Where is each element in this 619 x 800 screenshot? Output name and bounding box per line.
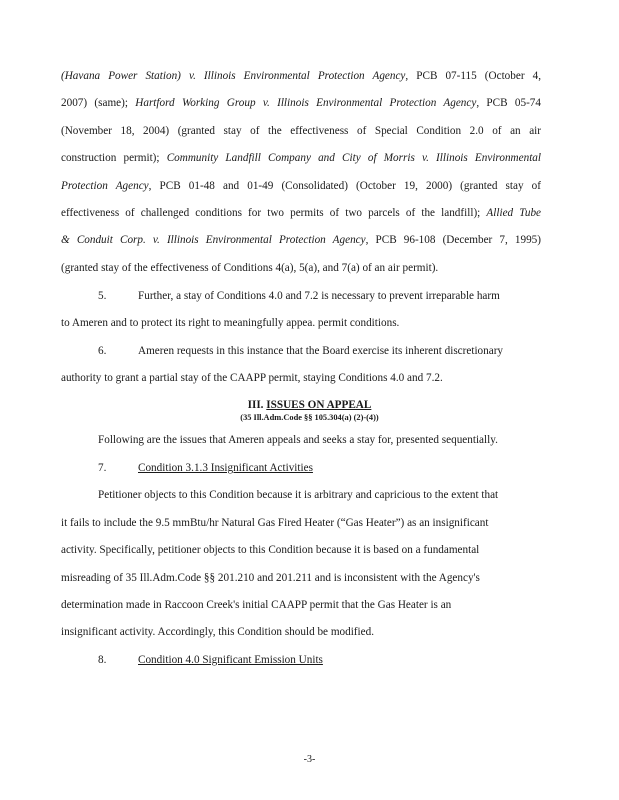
intro-line-7: & Conduit Corp. v. Illinois Environmental Protection Agency, PCB 96-108 (December 7, 1995) bbox=[61, 234, 541, 246]
intro-line-4: construction permit); Community Landfill Company and City of Morris v. Illinois Environmental bbox=[61, 152, 542, 164]
para-7-line-4: misreading of 35 Ill.Adm.Code §§ 201.210 and 201.211 and is inconsistent with the Agency's bbox=[61, 572, 480, 584]
intro-line-2: 2007) (same); Hartford Working Group v. Illinois Environmental Protection Agency, PCB 05-74 bbox=[61, 97, 541, 109]
para-6-line-1: Ameren requests in this instance that the Board exercise its inherent discretionary bbox=[138, 345, 504, 357]
intro-line-3: (November 18, 2004) (granted stay of the effectiveness of Special Condition 2.0 of an air bbox=[61, 125, 541, 137]
section-title: ISSUES ON APPEAL bbox=[266, 399, 372, 411]
page-number: -3- bbox=[303, 754, 316, 765]
para-7-line-6: insignificant activity. Accordingly, this Condition should be modified. bbox=[61, 626, 375, 638]
para-5-number: 5. bbox=[98, 290, 107, 302]
section-citation: (35 Ill.Adm.Code §§ 105.304(a) (2)-(4)) bbox=[240, 413, 379, 422]
para-6-number: 6. bbox=[98, 345, 107, 357]
issues-intro: Following are the issues that Ameren appeals and seeks a stay for, presented sequentially. bbox=[98, 434, 498, 446]
para-7-line-3: activity. Specifically, petitioner objects to this Condition because it is based on a fundamental bbox=[61, 544, 480, 556]
para-5-line-1: Further, a stay of Conditions 4.0 and 7.2 is necessary to prevent irreparable harm bbox=[138, 290, 500, 302]
section-heading bbox=[0, 398, 619, 412]
intro-line-8: (granted stay of the effectiveness of Conditions 4(a), 5(a), and 7(a) of an air permit). bbox=[61, 262, 439, 274]
intro-line-5: Protection Agency, PCB 01-48 and 01-49 (Consolidated) (October 19, 2000) (granted stay of bbox=[61, 180, 542, 192]
intro-line-1: (Havana Power Station) v. Illinois Environmental Protection Agency, PCB 07-115 (October 4, bbox=[61, 70, 541, 82]
section-number: III. bbox=[247, 399, 264, 411]
para-7-line-5: determination made in Raccoon Creek's initial CAAPP permit that the Gas Heater is an bbox=[61, 599, 452, 611]
para-5-line-2: to Ameren and to protect its right to meaningfully appea. permit conditions. bbox=[61, 317, 400, 329]
para-8-number: 8. bbox=[98, 654, 107, 666]
para-7-number: 7. bbox=[98, 462, 107, 474]
para-7-title: Condition 3.1.3 Insignificant Activities bbox=[138, 462, 313, 474]
para-7-line-2: it fails to include the 9.5 mmBtu/hr Natural Gas Fired Heater (“Gas Heater”) as an insignificant bbox=[61, 517, 489, 529]
para-6-line-2: authority to grant a partial stay of the CAAPP permit, staying Conditions 4.0 and 7.2. bbox=[61, 372, 443, 384]
para-8-title: Condition 4.0 Significant Emission Units bbox=[138, 654, 323, 666]
para-7-line-1: Petitioner objects to this Condition because it is arbitrary and capricious to the extent that bbox=[98, 489, 499, 501]
intro-line-6: effectiveness of challenged conditions for two permits of two parcels of the landfill); Allied Tube bbox=[61, 207, 541, 219]
